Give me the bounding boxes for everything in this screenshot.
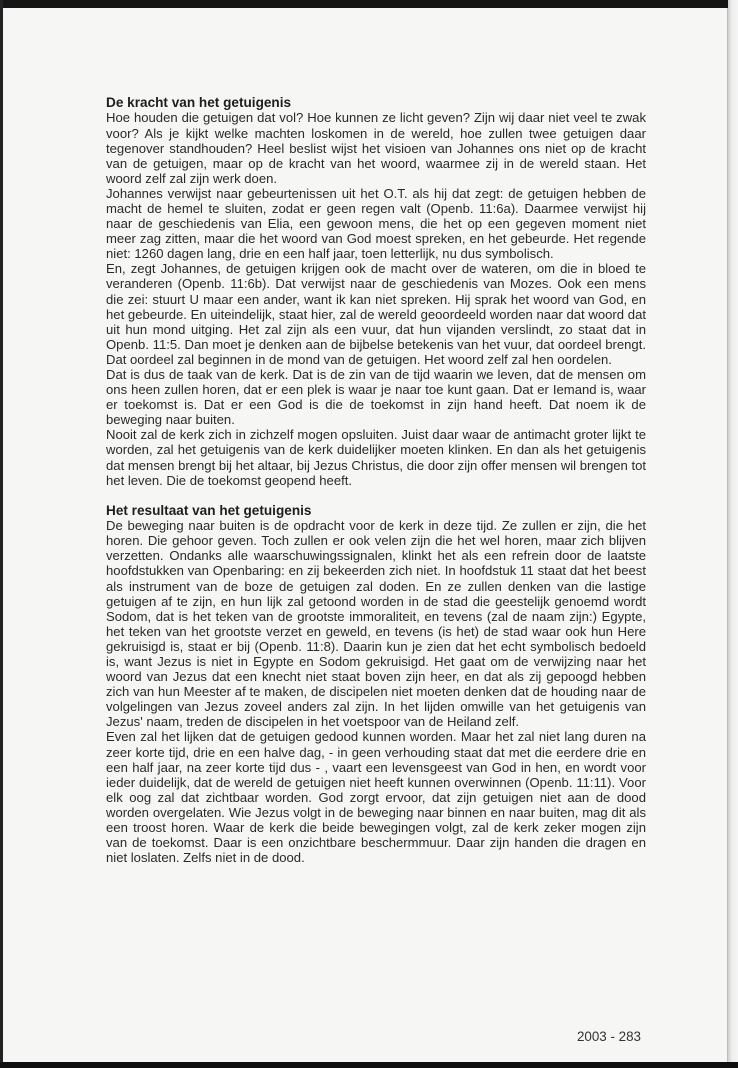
paragraph: Johannes verwijst naar gebeurtenissen uit het O.T. als hij dat zegt: de getuigen hebben de macht de hemel te sluiten, zodat er geen regen valt (Openb. 11:6a). Daarmee verwijst hij naar de geschiedenis van Elia, een gewoon mens, die het op een gegeven moment niet meer zag zitten, maar die het woord van God moest spreken, en het gebeurde. Het regende niet: 1260 dagen lang, drie en een half jaar, toen letterlijk, nu dus symbolisch. (106, 185, 646, 262)
section-heading: Het resultaat van het getuigenis (106, 502, 312, 518)
section-heading: De kracht van het getuigenis (106, 95, 292, 110)
paragraph: Nooit zal de kerk zich in zichzelf mogen opsluiten. Juist daar waar de antimacht groter lijkt te worden, zal het getuigenis van de kerk duidelijker moeten klinken. En dan als het getuigenis dat mensen brengt bij het altaar, bij Jezus Christus, die door zijn offer mensen wil brengen tot het leven. Die de toekomst geopend heeft. (106, 427, 646, 488)
paragraph: Hoe houden die getuigen dat vol? Hoe kunnen ze licht geven? Zijn wij daar niet veel te zwak voor? Als je kijkt welke machten loskomen in de wereld, hoe zullen twee getuigen daar tegenover standhouden? Heel beslist wijst het visioen van Johannes ons niet op de kracht van de getuigen, maar op de kracht van het woord, waarmee zij in de wereld staan. Het woord zelf zal zijn werk doen. (106, 110, 646, 186)
section-spacer (106, 488, 646, 503)
paragraph: De beweging naar buiten is de opdracht voor de kerk in deze tijd. Ze zullen er zijn, die het horen. Die gehoor geven. Toch zullen er ook velen zijn die het wel horen, maar zich blijven verzetten. Ondanks alle waarschuwingssignalen, klinkt het als een refrein door de laatste hoofdstukken van Openbaring: en zij bekeerden zich niet. In hoofdstuk 11 staat dat het beest als instrument van de boze de getuigen zal doden. En ze zullen denken van die lastige getuigen af te zijn, en hun lijk zal getoond worden in de stad die geestelijk genoemd wordt Sodom, dat is het teken van de grootste immoraliteit, en tevens (zal de naam zijn:) Egypte, het teken van het grootste verzet en geweld, en tevens (is het) de stad waar ook hun Here gekruisigd is, staat er bij (Openb. 11:8). Daarin kun je zien dat het echt symbolisch bedoeld is, want Jezus is niet in Egypte en Sodom gekruisigd. Het gaat om de verwijzing naar het woord van Jezus dat een knecht niet staat boven zijn heer, en dat als zij gepoogd hebben zich van hun Meester af te maken, de discipelen niet moeten denken dat de houding naar de volgelingen van Jezus zoveel anders zal zijn. In het lijden omwille van het getuigenis van Jezus' naam, treden de discipelen in het voetspoor van de Heiland zelf. (106, 518, 646, 730)
scan-edge-right (728, 0, 738, 1068)
article-body (106, 95, 646, 865)
paragraph: En, zegt Johannes, de getuigen krijgen ook de macht over de wateren, om die in bloed te veranderen (Openb. 11:6b). Dat verwijst naar de geschiedenis van Mozes. Ook een mens die zei: stuurt U maar een ander, want ik kan niet spreken. Hij sprak het woord van God, en het gebeurde. En uiteindelijk, staat hier, zal de wereld geoordeeld worden naar dat woord dat uit hun mond uitging. Het zal zijn als een vuur, dat hun vijanden verslindt, zo staat dat in Openb. 11:5. Dan moet je denken aan de bijbelse betekenis van het vuur, dat oordeel brengt. Dat oordeel zal beginnen in de mond van de getuigen. Het woord zelf zal hen oordelen. (106, 261, 646, 367)
scan-edge-bottom (0, 1062, 738, 1068)
page-number: 2003 - 283 (576, 1029, 641, 1044)
paragraph: Dat is dus de taak van de kerk. Dat is de zin van de tijd waarin we leven, dat de mensen om ons heen zullen horen, dat er een plek is waar je naar toe kunt gaan. Dat er Iemand is, waar er toekomst is. Dat er een God is die de toekomst in zijn hand heeft. Dat noem ik de beweging naar buiten. (106, 367, 646, 428)
scan-edge-left (0, 0, 3, 1068)
paragraph: Even zal het lijken dat de getuigen gedood kunnen worden. Maar het zal niet lang duren na zeer korte tijd, drie en een halve dag, - in geen verhouding staat dat met die eerdere drie en een half jaar, na zeer korte tijd dus - , vaart een levensgeest van God in hen, en wordt voor ieder duidelijk, dat de wereld de getuigen niet heeft kunnen overwinnen (Openb. 11:11). Voor elk oog zal dat zichtbaar worden. God zorgt ervoor, dat zijn getuigen niet aan de dood worden overgelaten. Wie Jezus volgt in de beweging naar binnen en naar buiten, mag dit als een troost horen. Waar de kerk die beide bewegingen volgt, zal de kerk zeker mogen zijn van de toekomst. Daar is een onzichtbare beschermmuur. Daar zijn handen die dragen en niet loslaten. Zelfs niet in de dood. (106, 729, 646, 866)
scan-edge-top (0, 0, 738, 8)
